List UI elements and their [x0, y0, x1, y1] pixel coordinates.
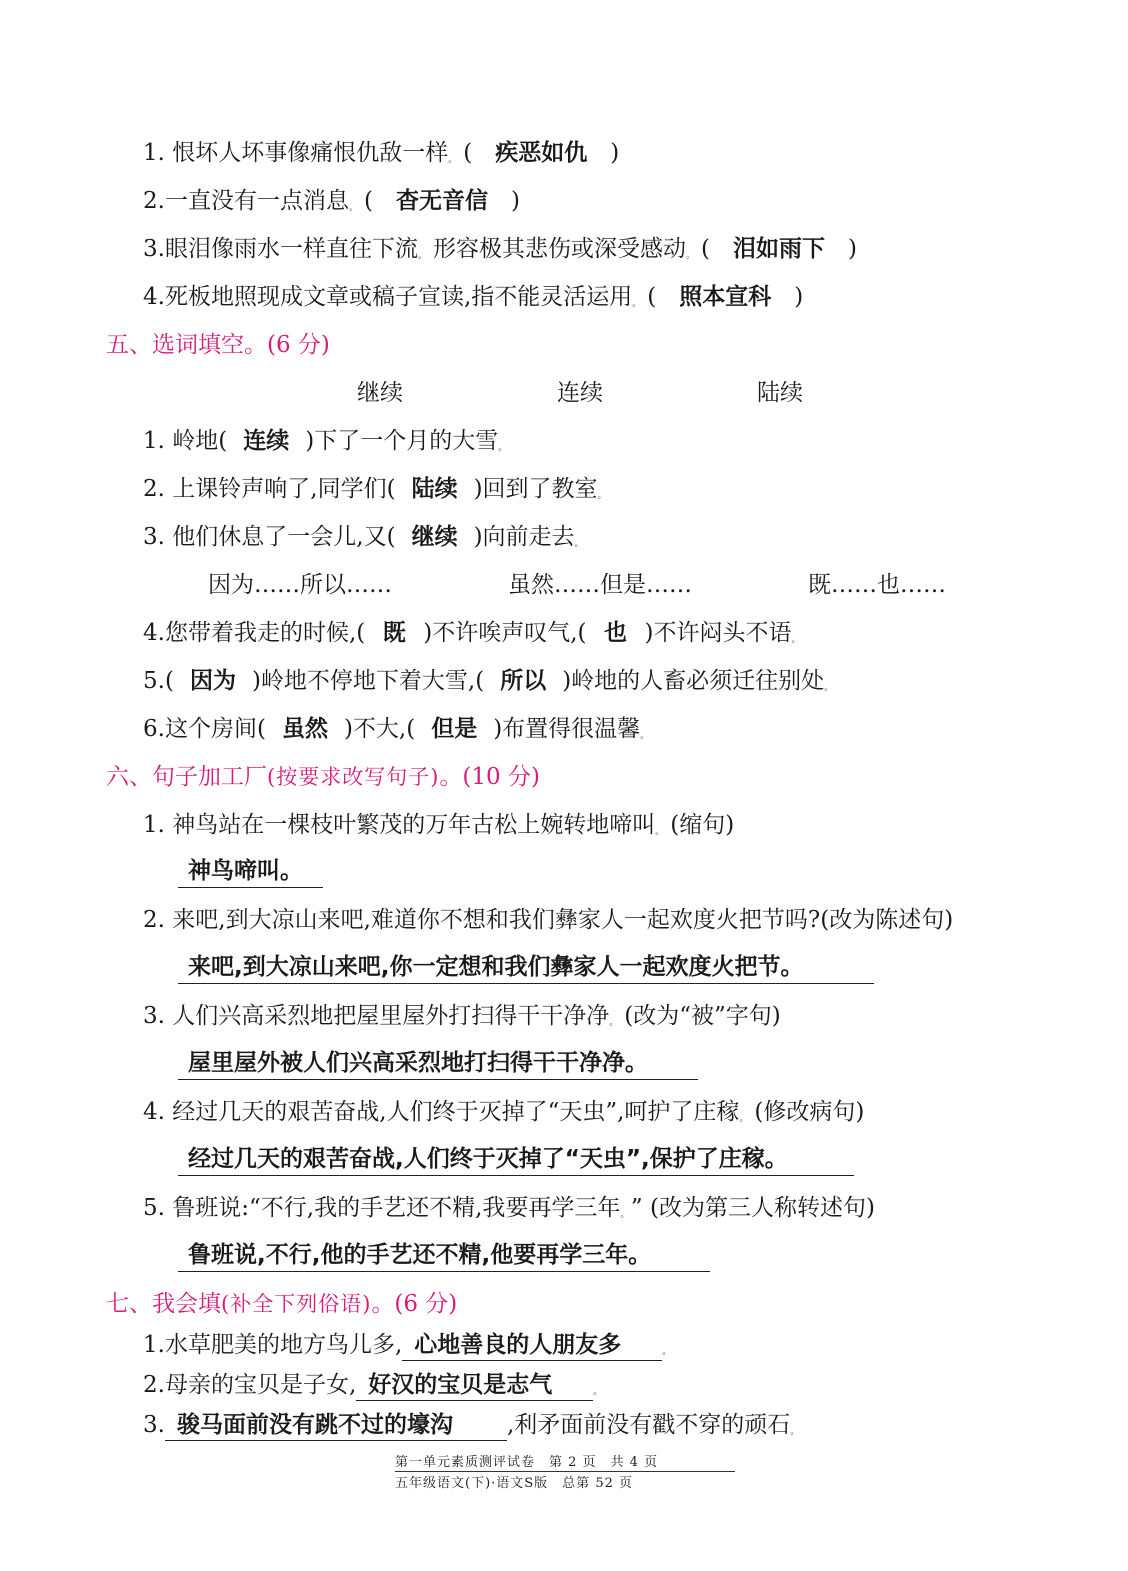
section-7-title: 七、我会填(补全下列俗语)。(6 分) — [106, 1291, 458, 1317]
fill-item-2: 2. 上课铃声响了,同学们( 陆续 )回到了教室。 — [143, 470, 613, 503]
idiom-item-4: 4.死板地照现成文章或稿子宣读,指不能灵活运用。 ( 照本宣科 ) — [143, 284, 804, 310]
proverb-item-2: 2.母亲的宝贝是子女, 好汉的宝贝是志气 。 — [143, 1366, 608, 1401]
conj-option-1: 因为……所以…… — [208, 572, 392, 598]
rewrite-answer-1: 神鸟啼叫。 — [178, 852, 323, 888]
rewrite-answer-2: 来吧,到大凉山来吧,你一定想和我们彝家人一起欢度火把节。 — [178, 948, 874, 984]
proverb-answer-3: 骏马面前没有跳不过的壕沟 — [165, 1411, 507, 1441]
fill-item-4: 4.您带着我走的时候,( 既 )不许唉声叹气,( 也 )不许闷头不语。 — [143, 614, 807, 647]
fill-answer-6a: 虽然 — [281, 716, 328, 742]
rewrite-item-5: 5. 鲁班说:“不行,我的手艺还不精,我要再学三年。 ” (改为第三人称转述句) — [143, 1195, 875, 1221]
idiom-answer-4: 照本宣科 — [679, 284, 772, 310]
word-option-2: 连续 — [557, 380, 603, 406]
rewrite-item-4: 4. 经过几天的艰苦奋战,人们终于灭掉了“天虫”,呵护了庄稼。 (修改病句) — [143, 1099, 865, 1125]
idiom-answer-1: 疾恶如仇 — [495, 140, 588, 166]
fill-answer-6b: 但是 — [431, 716, 478, 742]
section-5-title: 五、选词填空。(6 分) — [106, 332, 330, 358]
proverb-answer-1: 心地善良的人朋友多 — [402, 1331, 662, 1361]
fill-answer-1: 连续 — [243, 428, 290, 454]
fill-item-5: 5.( 因为 )岭地不停地下着大雪,( 所以 )岭地的人畜必须迁往别处。 — [143, 662, 839, 695]
section-6-title: 六、句子加工厂(按要求改写句子)。(10 分) — [106, 764, 540, 790]
fill-item-1: 1. 岭地( 连续 )下了一个月的大雪。 — [143, 422, 513, 455]
idiom-answer-3: 泪如雨下 — [732, 236, 825, 262]
fill-answer-4b: 也 — [604, 620, 628, 646]
idiom-answer-2: 杳无音信 — [395, 188, 488, 214]
rewrite-item-2: 2. 来吧,到大凉山来吧,难道你不想和我们彝家人一起欢度火把节吗?(改为陈述句) — [143, 907, 954, 933]
rewrite-answer-3: 屋里屋外被人们兴高采烈地打扫得干干净净。 — [178, 1044, 698, 1080]
rewrite-item-3: 3. 人们兴高采烈地把屋里屋外打扫得干干净净。 (改为“被”字句) — [143, 1003, 781, 1029]
fill-answer-2: 陆续 — [411, 476, 458, 502]
word-option-1: 继续 — [357, 380, 403, 406]
fill-item-3: 3. 他们休息了一会儿,又( 继续 )向前走去。 — [143, 518, 590, 551]
footer-book-info: 五年级语文(下)·语文S版 总第 52 页 — [395, 1476, 633, 1491]
footer-page-info: 第一单元素质测评试卷 第 2 页 共 4 页 — [395, 1451, 735, 1472]
proverb-item-3: 3. 骏马面前没有跳不过的壕沟 ,利矛面前没有戳不穿的顽石。 — [143, 1406, 805, 1441]
fill-answer-5b: 所以 — [500, 668, 547, 694]
word-option-3: 陆续 — [757, 380, 803, 406]
rewrite-answer-5: 鲁班说,不行,他的手艺还不精,他要再学三年。 — [178, 1236, 710, 1272]
page-footer — [395, 1451, 735, 1491]
idiom-item-3: 3.眼泪像雨水一样直往下流。 形容极其悲伤或深受感动。 ( 泪如雨下 ) — [143, 236, 857, 262]
fill-item-6: 6.这个房间( 虽然 )不大,( 但是 )布置得很温馨。 — [143, 710, 655, 743]
conj-option-2: 虽然……但是…… — [508, 572, 692, 598]
proverb-answer-2: 好汉的宝贝是志气 — [356, 1371, 593, 1401]
fill-answer-5a: 因为 — [189, 668, 236, 694]
idiom-item-2: 2.一直没有一点消息。 ( 杳无音信 ) — [143, 188, 520, 214]
rewrite-item-1: 1. 神鸟站在一棵枝叶繁茂的万年古松上婉转地啼叫。 (缩句) — [143, 812, 735, 838]
fill-answer-4a: 既 — [382, 620, 406, 646]
conj-option-3: 既……也…… — [808, 572, 946, 598]
rewrite-answer-4: 经过几天的艰苦奋战,人们终于灭掉了“天虫”,保护了庄稼。 — [178, 1140, 854, 1176]
idiom-item-1: 1. 恨坏人坏事像痛恨仇敌一样。 ( 疾恶如仇 ) — [143, 140, 620, 166]
proverb-item-1: 1.水草肥美的地方鸟儿多, 心地善良的人朋友多 。 — [143, 1326, 677, 1361]
fill-answer-3: 继续 — [411, 524, 458, 550]
